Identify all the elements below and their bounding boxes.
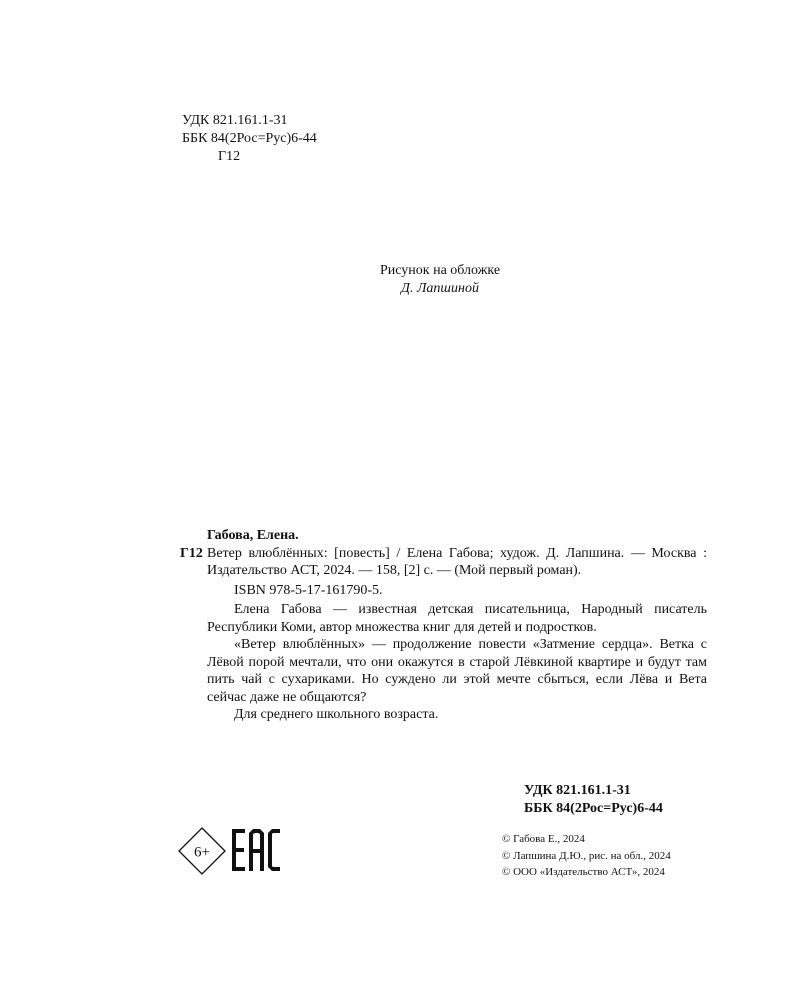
copyright-publisher: © ООО «Издательство АСТ», 2024 bbox=[502, 866, 665, 878]
cover-credit bbox=[300, 262, 580, 298]
age-rating-text: 6+ bbox=[194, 844, 210, 861]
bbk-code: ББК 84(2Рос=Рус)6-44 bbox=[182, 131, 317, 146]
age-rating-badge bbox=[177, 826, 227, 876]
entry-author-mark: Г12 bbox=[180, 545, 203, 561]
annotation-paragraph-author: Елена Габова — известная детская писательница, Народный писатель Республики Коми, автор множества книг для детей и подростков. bbox=[207, 602, 707, 635]
cover-artist: Д. Лапшиной bbox=[401, 281, 479, 296]
classification-block-bottom bbox=[524, 782, 663, 818]
copyright-illustrator: © Лапшина Д.Ю., рис. на обл., 2024 bbox=[502, 849, 671, 862]
udk-code: УДК 821.161.1-31 bbox=[182, 113, 288, 128]
annotation-paragraph-audience: Для среднего школьного возраста. bbox=[234, 707, 439, 722]
copyright-block bbox=[502, 831, 671, 881]
author-mark: Г12 bbox=[218, 149, 241, 164]
description-text: Ветер влюблённых: [повесть] / Елена Габова; худож. Д. Лапшина. — Москва : Издательство АСТ, 2024. — 158, [2] с. — (Мой первый роман). bbox=[207, 545, 707, 578]
bibliographic-entry bbox=[180, 527, 707, 724]
bbk-code-bottom: ББК 84(2Рос=Рус)6-44 bbox=[524, 801, 663, 816]
eac-icon bbox=[232, 829, 280, 871]
bibliographic-description bbox=[180, 545, 707, 580]
udk-code-bottom: УДК 821.161.1-31 bbox=[524, 783, 631, 798]
classification-block-top bbox=[182, 112, 317, 166]
cover-credit-label: Рисунок на обложке bbox=[379, 263, 501, 278]
annotation-paragraph-plot: «Ветер влюблённых» — продолжение повести «Затмение сердца». Ветка с Лёвой порой мечтали, что они окажутся в старой Лёвкиной квартире и будут там пить чай с сухариками. Но суждено ли этой мечте сбыться, если Лёва и Вета сейчас даже не общаются? bbox=[207, 637, 707, 705]
copyright-author: © Габова Е., 2024 bbox=[502, 833, 585, 845]
author-heading: Габова, Елена. bbox=[207, 528, 299, 543]
isbn: ISBN 978-5-17-161790-5. bbox=[234, 582, 383, 598]
